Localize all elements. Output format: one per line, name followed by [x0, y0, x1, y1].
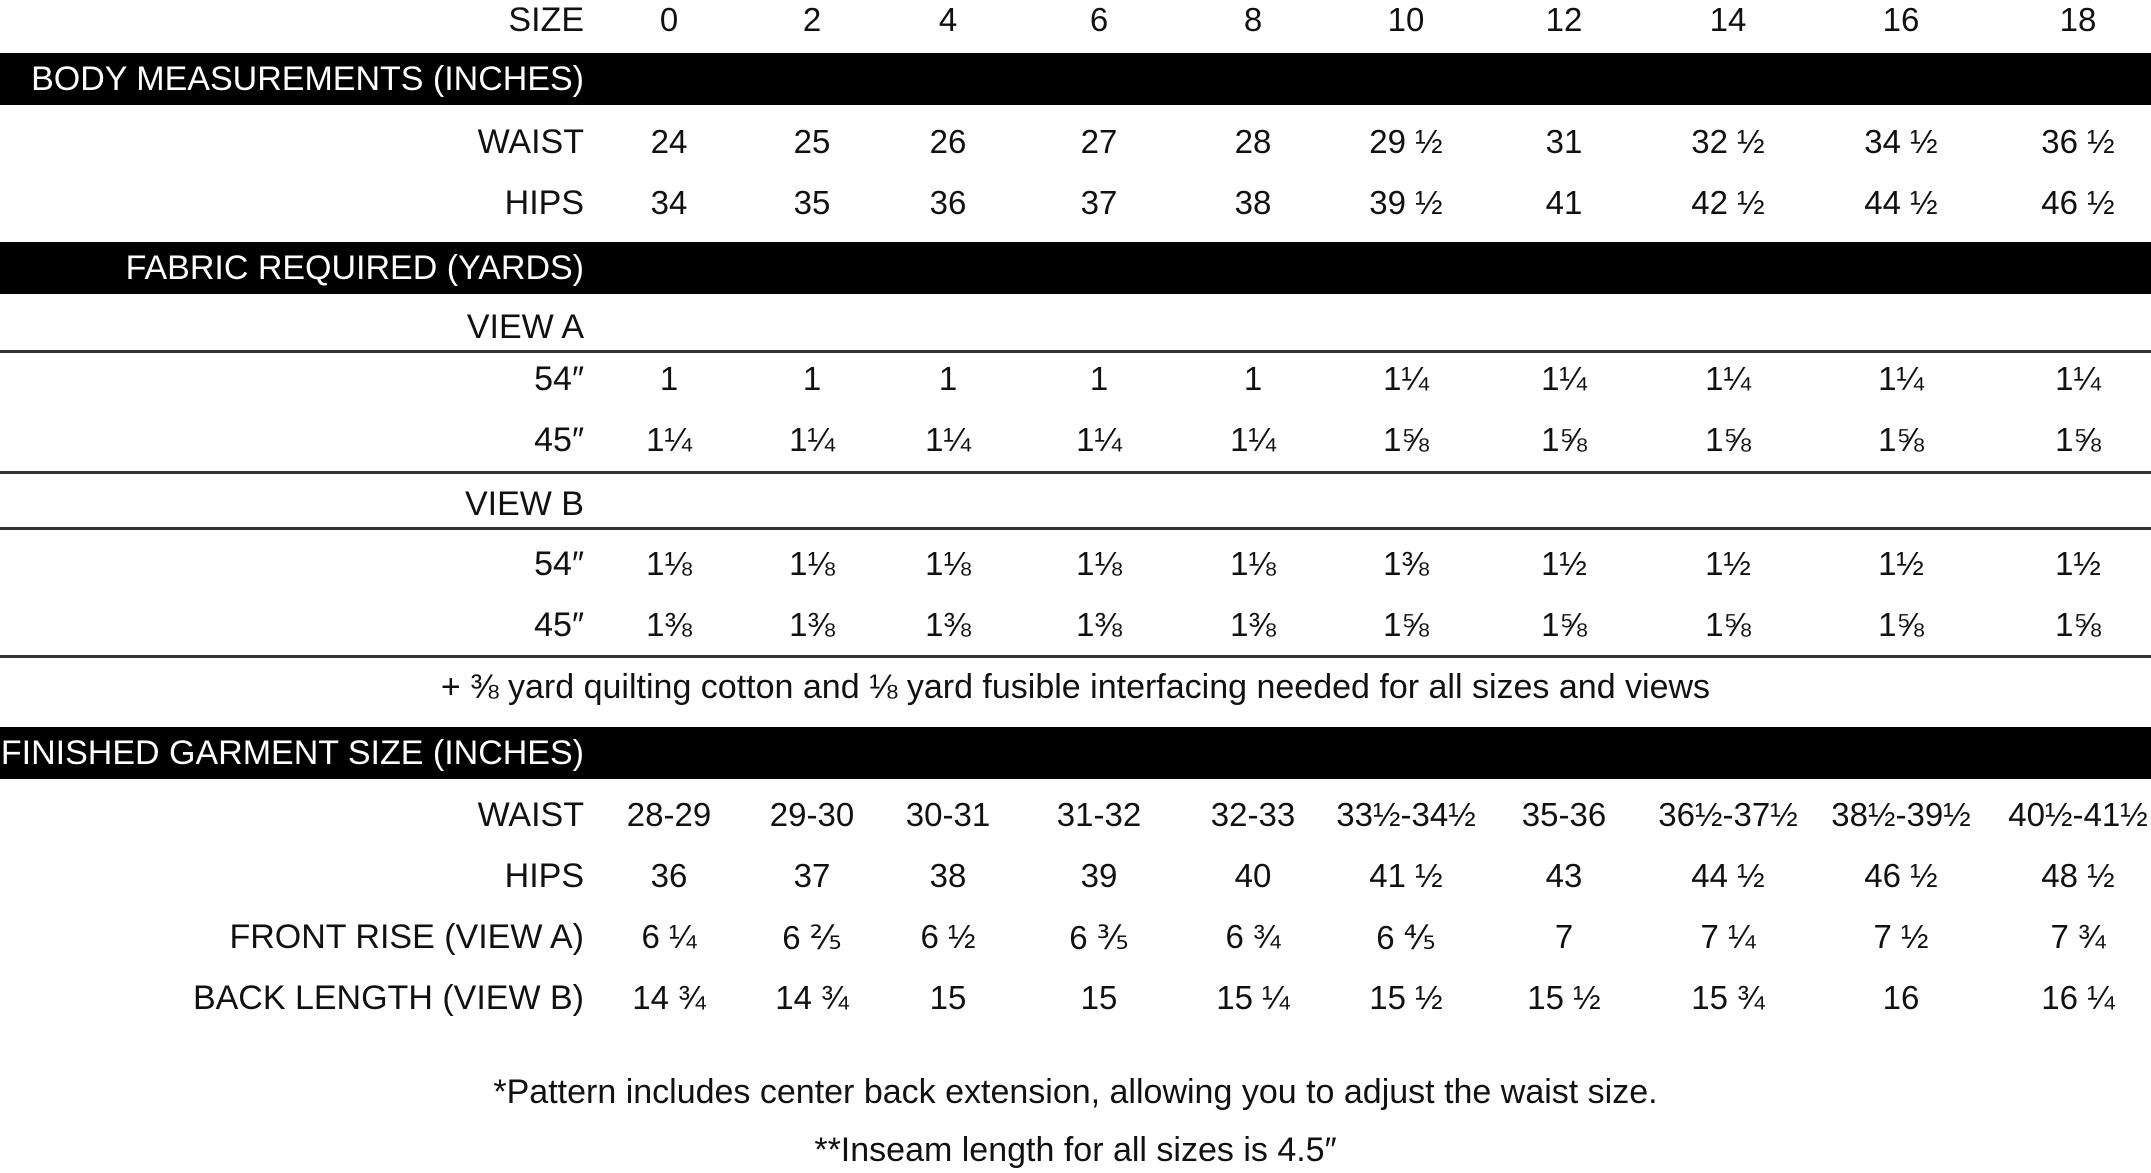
table-cell: 41	[1545, 184, 1583, 221]
view-label: VIEW B	[464, 484, 584, 523]
table-cell: 30-31	[905, 796, 991, 833]
table-cell: 29 ½	[1369, 123, 1443, 160]
table-cell: 1½	[2055, 545, 2101, 582]
table-cell: 1⅛	[1076, 545, 1122, 582]
size-value: 8	[1243, 1, 1263, 38]
view-b-45-row	[0, 603, 2151, 647]
table-cell: 1	[1089, 360, 1109, 397]
body-hips-row	[0, 181, 2151, 225]
finished-waist-row	[0, 793, 2151, 837]
table-cell: 36 ½	[2041, 123, 2115, 160]
table-cell: 28-29	[626, 796, 712, 833]
table-cell: 15	[1080, 979, 1118, 1016]
table-cell: 6 ¾	[1225, 918, 1281, 955]
table-cell: 1⅜	[925, 606, 971, 643]
table-cell: 44 ½	[1691, 857, 1765, 894]
size-value: 18	[2059, 1, 2097, 38]
table-cell: 26	[929, 123, 967, 160]
table-cell: 1¼	[789, 421, 835, 458]
section-title: FINISHED GARMENT SIZE (INCHES)	[0, 733, 584, 772]
view-b-54-row	[0, 542, 2151, 586]
table-cell: 1¼	[646, 421, 692, 458]
section-title: FABRIC REQUIRED (YARDS)	[125, 248, 584, 287]
table-cell: 38½-39½	[1831, 796, 1971, 833]
table-cell: 1⅝	[1878, 421, 1924, 458]
table-cell: 42 ½	[1691, 184, 1765, 221]
table-cell: 1⅝	[1705, 606, 1751, 643]
row-label: HIPS	[504, 183, 584, 222]
size-value: 10	[1387, 1, 1425, 38]
finished-front-rise-row	[0, 915, 2151, 959]
row-label: HIPS	[504, 856, 584, 895]
table-cell: 36	[929, 184, 967, 221]
table-cell: 6 ⅗	[1069, 918, 1129, 956]
table-cell: 32 ½	[1691, 123, 1765, 160]
table-cell: 7 ½	[1873, 918, 1929, 955]
size-value: 12	[1545, 1, 1583, 38]
table-cell: 14 ¾	[775, 979, 849, 1016]
table-cell: 1⅜	[1076, 606, 1122, 643]
table-cell: 39	[1080, 857, 1118, 894]
section-header-body-measurements	[0, 53, 2151, 105]
table-cell: 1⅝	[1541, 606, 1587, 643]
view-label: VIEW A	[466, 307, 584, 346]
table-cell: 35	[793, 184, 831, 221]
table-cell: 29-30	[769, 796, 855, 833]
fabric-note: + ⅜ yard quilting cotton and ⅛ yard fusible interfacing needed for all sizes and views	[440, 668, 1711, 706]
table-cell: 15	[929, 979, 967, 1016]
body-waist-row	[0, 120, 2151, 164]
finished-hips-row	[0, 854, 2151, 898]
table-cell: 1⅜	[789, 606, 835, 643]
table-cell: 48 ½	[2041, 857, 2115, 894]
table-cell: 6 ¼	[641, 918, 697, 955]
view-b-row	[0, 481, 2151, 527]
table-cell: 38	[1234, 184, 1272, 221]
table-cell: 1½	[1541, 545, 1587, 582]
table-cell: 1¼	[1230, 421, 1276, 458]
size-value: 14	[1709, 1, 1747, 38]
table-cell: 1¼	[1878, 360, 1924, 397]
table-cell: 24	[650, 123, 688, 160]
table-cell: 1⅝	[1878, 606, 1924, 643]
table-cell: 1⅝	[1705, 421, 1751, 458]
size-value: 4	[938, 1, 958, 38]
table-cell: 1⅛	[646, 545, 692, 582]
table-cell: 1⅛	[925, 545, 971, 582]
table-cell: 1	[802, 360, 822, 397]
table-cell: 1¼	[2055, 360, 2101, 397]
table-cell: 15 ¼	[1216, 979, 1290, 1016]
table-cell: 6 ½	[920, 918, 976, 955]
table-cell: 1⅜	[646, 606, 692, 643]
table-cell: 46 ½	[2041, 184, 2115, 221]
table-cell: 28	[1234, 123, 1272, 160]
size-value: 0	[659, 1, 679, 38]
table-cell: 1	[938, 360, 958, 397]
table-cell: 1⅛	[789, 545, 835, 582]
table-cell: 39 ½	[1369, 184, 1443, 221]
table-cell: 27	[1080, 123, 1118, 160]
row-label: 45″	[534, 605, 584, 644]
table-cell: 25	[793, 123, 831, 160]
table-cell: 1½	[1705, 545, 1751, 582]
table-cell: 1¼	[1076, 421, 1122, 458]
table-cell: 43	[1545, 857, 1583, 894]
divider	[0, 527, 2151, 530]
table-cell: 7 ¼	[1700, 918, 1756, 955]
table-cell: 34 ½	[1864, 123, 1938, 160]
table-cell: 1	[659, 360, 679, 397]
table-cell: 6 ⅘	[1376, 918, 1436, 956]
size-value: 2	[802, 1, 822, 38]
table-cell: 1⅛	[1230, 545, 1276, 582]
size-value: 16	[1882, 1, 1920, 38]
section-title: BODY MEASUREMENTS (INCHES)	[31, 59, 584, 98]
table-cell: 1⅝	[2055, 421, 2101, 458]
table-cell: 40	[1234, 857, 1272, 894]
row-label: 45″	[534, 420, 584, 459]
size-label: SIZE	[508, 0, 584, 39]
section-header-fabric-required	[0, 242, 2151, 294]
footnote-inseam: **Inseam length for all sizes is 4.5″	[814, 1131, 1337, 1169]
divider	[0, 655, 2151, 658]
table-cell: 1½	[1878, 545, 1924, 582]
table-cell: 33½-34½	[1336, 796, 1476, 833]
table-cell: 1¼	[1541, 360, 1587, 397]
table-cell: 38	[929, 857, 967, 894]
table-cell: 44 ½	[1864, 184, 1938, 221]
table-cell: 15 ½	[1527, 979, 1601, 1016]
table-cell: 41 ½	[1369, 857, 1443, 894]
table-cell: 31-32	[1056, 796, 1142, 833]
table-cell: 1¼	[1705, 360, 1751, 397]
size-value: 6	[1089, 1, 1109, 38]
table-cell: 15 ½	[1369, 979, 1443, 1016]
view-a-row	[0, 306, 2151, 348]
table-cell: 1¼	[925, 421, 971, 458]
view-a-54-row	[0, 357, 2151, 401]
table-cell: 34	[650, 184, 688, 221]
row-label: WAIST	[477, 795, 584, 834]
table-cell: 7 ¾	[2050, 918, 2106, 955]
row-label: 54″	[534, 544, 584, 583]
view-a-45-row	[0, 418, 2151, 462]
table-cell: 32-33	[1210, 796, 1296, 833]
table-cell: 16	[1882, 979, 1920, 1016]
table-cell: 16 ¼	[2041, 979, 2115, 1016]
table-cell: 36½-37½	[1658, 796, 1798, 833]
row-label: WAIST	[477, 122, 584, 161]
table-cell: 31	[1545, 123, 1583, 160]
row-label: FRONT RISE (VIEW A)	[229, 917, 584, 956]
finished-back-length-row	[0, 976, 2151, 1020]
table-cell: 35-36	[1521, 796, 1607, 833]
table-cell: 1⅜	[1230, 606, 1276, 643]
table-cell: 1⅝	[1383, 421, 1429, 458]
table-cell: 1	[1243, 360, 1263, 397]
table-cell: 37	[1080, 184, 1118, 221]
table-cell: 6 ⅖	[782, 918, 842, 956]
table-cell: 14 ¾	[632, 979, 706, 1016]
table-cell: 1⅝	[2055, 606, 2101, 643]
table-cell: 1¼	[1383, 360, 1429, 397]
table-cell: 7	[1554, 918, 1574, 955]
row-label: 54″	[534, 359, 584, 398]
row-label: BACK LENGTH (VIEW B)	[192, 978, 584, 1017]
table-cell: 1⅜	[1383, 545, 1429, 582]
section-header-finished-garment-size	[0, 727, 2151, 779]
table-cell: 15 ¾	[1691, 979, 1765, 1016]
table-cell: 37	[793, 857, 831, 894]
table-cell: 1⅝	[1383, 606, 1429, 643]
table-cell: 46 ½	[1864, 857, 1938, 894]
divider	[0, 471, 2151, 474]
table-cell: 40½-41½	[2008, 796, 2148, 833]
table-cell: 1⅝	[1541, 421, 1587, 458]
footnote-center-back: *Pattern includes center back extension, allowing you to adjust the waist size.	[493, 1073, 1658, 1111]
table-cell: 36	[650, 857, 688, 894]
size-header-row	[0, 0, 2151, 40]
divider	[0, 350, 2151, 353]
